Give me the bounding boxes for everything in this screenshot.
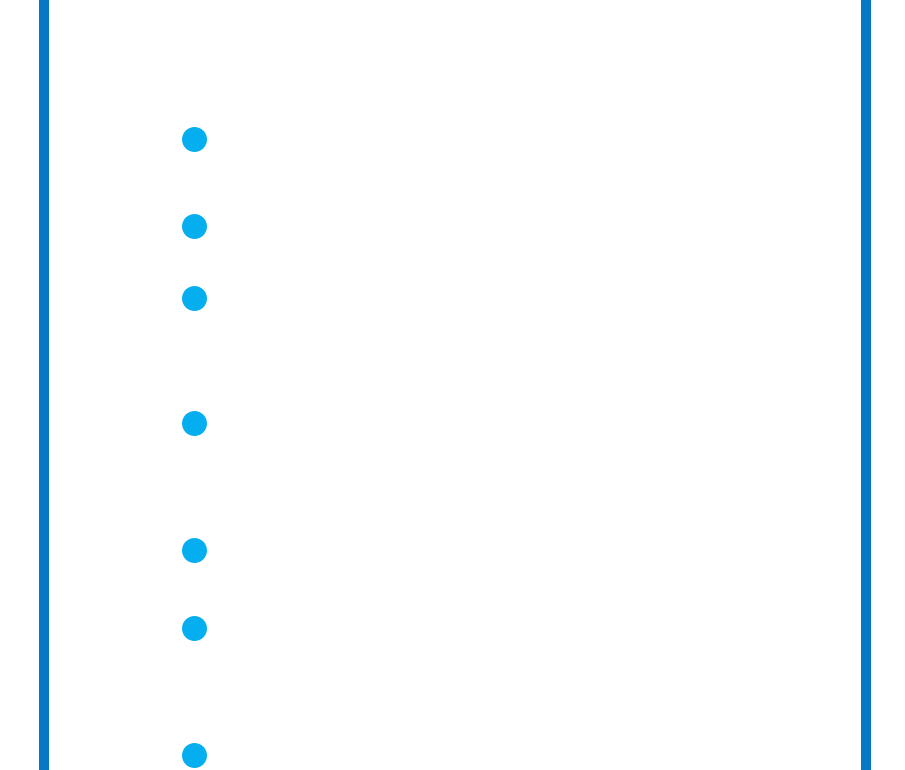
list-item <box>182 538 782 564</box>
list-item <box>182 616 782 642</box>
list-item <box>182 743 782 769</box>
list-item <box>182 411 782 437</box>
list-item <box>182 127 782 153</box>
list-item <box>182 214 782 240</box>
bullet-dot-icon <box>182 286 207 311</box>
bullet-dot-icon <box>182 127 207 152</box>
bullet-dot-icon <box>182 538 207 563</box>
bullet-dot-icon <box>182 411 207 436</box>
list-item <box>182 286 782 312</box>
bullet-dot-icon <box>182 743 207 768</box>
bullet-dot-icon <box>182 214 207 239</box>
bullet-dot-icon <box>182 616 207 641</box>
